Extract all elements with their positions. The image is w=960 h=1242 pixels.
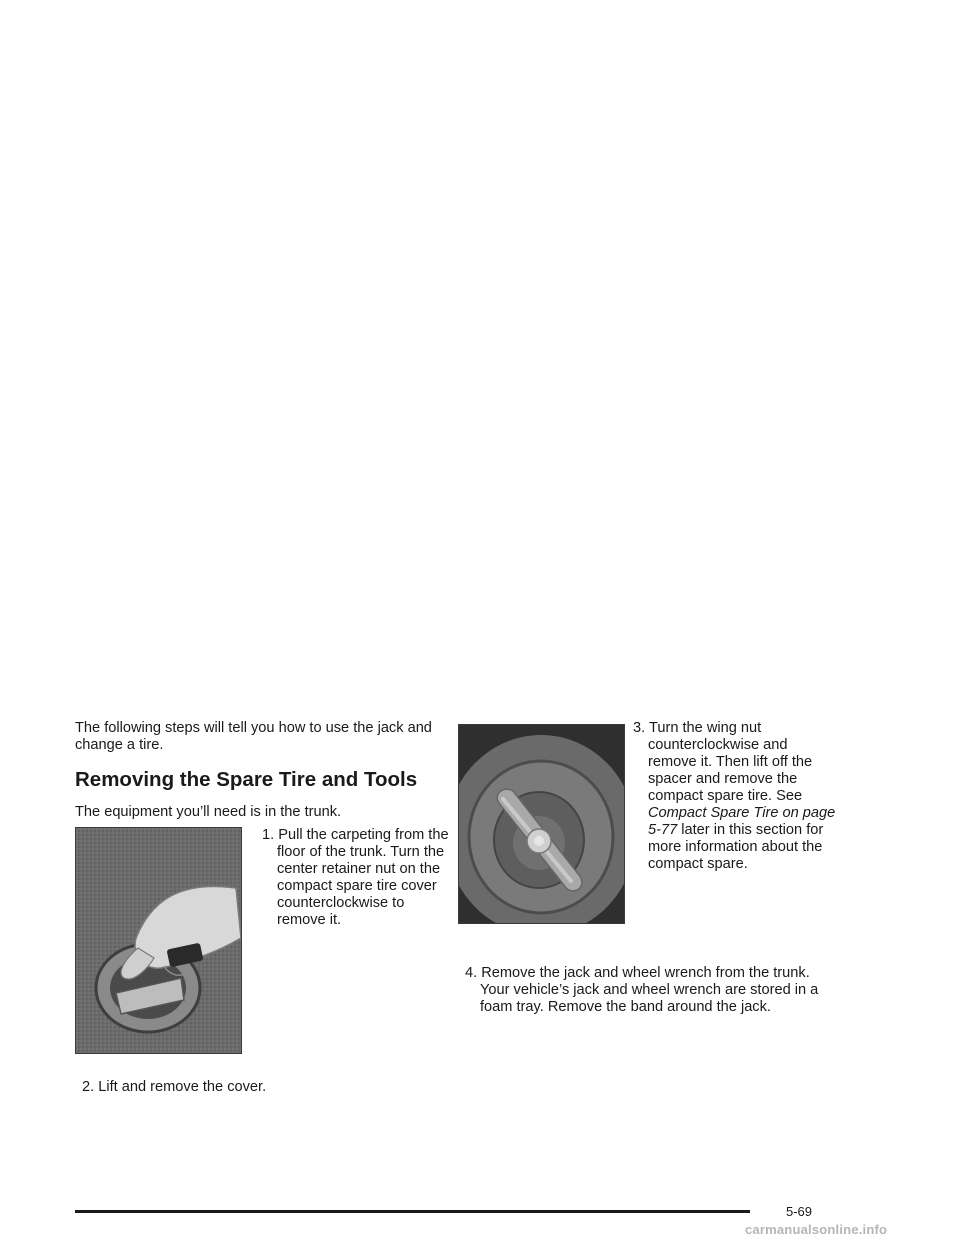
spare-tire-cover-photo (75, 827, 242, 1054)
footer-rule (75, 1210, 750, 1213)
step-3 (633, 720, 838, 873)
intro-text: The following steps will tell you how to use the jack and change a tire. (75, 720, 432, 753)
watermark: carmanualsonline.info (745, 1222, 888, 1237)
step-4-text: Remove the jack and wheel wrench from the trunk. Your vehicle’s jack and wheel wrench are stored in a foam tray. Remove the band around the jack. (480, 965, 819, 1015)
wing-nut-illustration (459, 725, 624, 923)
steps-1-2-block (75, 827, 449, 1117)
left-column (75, 720, 449, 1117)
step-4 (465, 965, 840, 1016)
step-3-number: 3. (633, 720, 646, 736)
step-1-number: 1. (262, 827, 275, 843)
page-number: 5-69 (786, 1204, 813, 1219)
step-1-text: Pull the carpeting from the floor of the trunk. Turn the center retainer nut on the compact spare tire cover counterclockwise to remove it. (277, 827, 449, 928)
compact-spare-tire-link[interactable]: Compact Spare Tire on page 5-77 (648, 805, 836, 838)
step-2-number: 2. (82, 1079, 95, 1095)
steps-3-4-block (458, 720, 838, 1020)
step-3-text-a: Turn the wing nut counterclockwise and remove it. Then lift off the spacer and remove the compact spare tire. See (648, 720, 813, 804)
wing-nut-photo (458, 724, 625, 924)
step-2-text: Lift and remove the cover. (98, 1079, 267, 1095)
step-3-text-b: later in this section for more information about the compact spare. (648, 822, 824, 872)
right-column (458, 720, 838, 1020)
step-2 (82, 1079, 437, 1096)
section-heading: Removing the Spare Tire and Tools (75, 768, 418, 791)
retainer-nut-illustration (76, 828, 241, 1053)
step-4-number: 4. (465, 965, 478, 981)
step-1 (262, 827, 457, 929)
equipment-text: The equipment you’ll need is in the trunk. (75, 804, 342, 820)
